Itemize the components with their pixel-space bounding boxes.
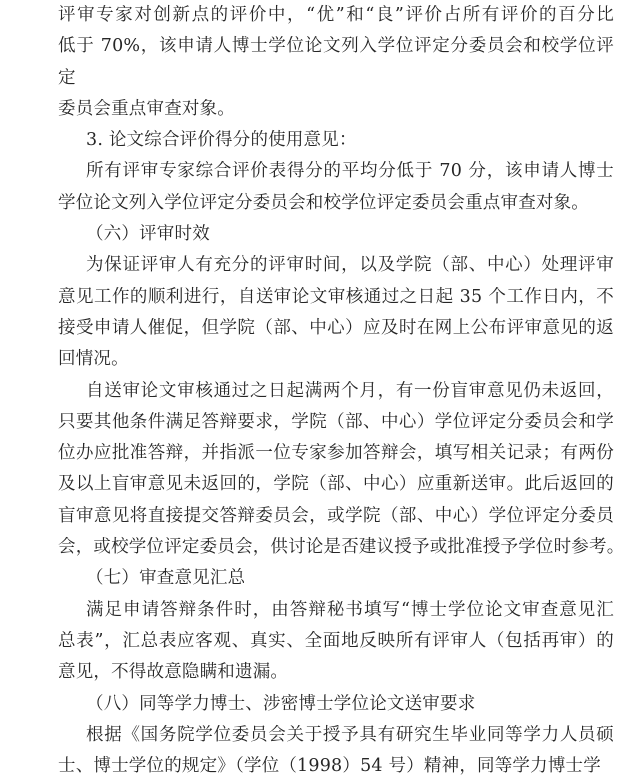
- text-line: 位办应批准答辩，并指派一位专家参加答辩会，填写相关记录；有两份: [58, 443, 614, 464]
- text-line: 满足申请答辩条件时，由答辩秘书填写“博士学位论文审查意见汇: [86, 599, 614, 620]
- paragraph: [58, 156, 614, 219]
- text-line: （六）评审时效: [86, 224, 210, 245]
- paragraph: [58, 250, 614, 375]
- text-line: 回情况。: [58, 349, 129, 370]
- paragraph: [58, 125, 614, 156]
- text-line: （八）同等学力博士、涉密博士学位论文送审要求: [86, 693, 476, 714]
- text-line: 为保证评审人有充分的评审时间，以及学院（部、中心）处理评审: [86, 255, 614, 276]
- text-line: 及以上盲审意见未返回的，学院（部、中心）应重新送审。此后返回的: [58, 474, 614, 495]
- paragraph: [58, 563, 614, 594]
- text-line: 盲审意见将直接提交答辩委员会，或学院（部、中心）学位评定分委员: [58, 505, 614, 526]
- text-line: 评审专家对创新点的评价中，“优”和“良”评价占所有评价的百分比: [58, 5, 614, 25]
- paragraph: [58, 689, 614, 720]
- text-line: 意见，不得故意隐瞒和遗漏。: [58, 662, 289, 683]
- text-line: 根据《国务院学位委员会关于授予具有研究生毕业同等学力人员硕: [86, 724, 614, 745]
- text-line: 委员会重点审查对象。: [58, 98, 235, 119]
- text-line: 所有评审专家综合评价表得分的平均分低于 70 分，该申请人博士: [86, 161, 614, 182]
- text-line: 只要其他条件满足答辩要求，学院（部、中心）学位评定分委员会和学: [58, 411, 614, 432]
- text-line: 低于 70%，该申请人博士学位论文列入学位评定分委员会和校学位评定: [58, 36, 614, 88]
- paragraph: [58, 0, 614, 125]
- text-line: （七）审查意见汇总: [86, 568, 246, 589]
- text-line: 学位论文列入学位评定分委员会和校学位评定委员会重点审查对象。: [58, 192, 589, 213]
- text-line: 自送审论文审核通过之日起满两个月，有一份盲审意见仍未返回，: [86, 380, 614, 401]
- text-line: 意见工作的顺利进行，自送审论文审核通过之日起 35 个工作日内，不: [58, 286, 614, 307]
- paragraph: [58, 595, 614, 689]
- text-line: 3. 论文综合评价得分的使用意见：: [86, 130, 357, 151]
- text-line: 总表”，汇总表应客观、真实、全面地反映所有评审人（包括再审）的: [58, 630, 614, 651]
- text-line: 士、博士学位的规定》（学位（1998）54 号）精神，同等学力博士学: [58, 756, 601, 777]
- text-line: 会，或校学位评定委员会，供讨论是否建议授予或批准授予学位时参考。: [58, 537, 625, 558]
- text-line: 接受申请人催促，但学院（部、中心）应及时在网上公布评审意见的返: [58, 317, 614, 338]
- paragraph: [58, 219, 614, 250]
- paragraph: [58, 376, 625, 564]
